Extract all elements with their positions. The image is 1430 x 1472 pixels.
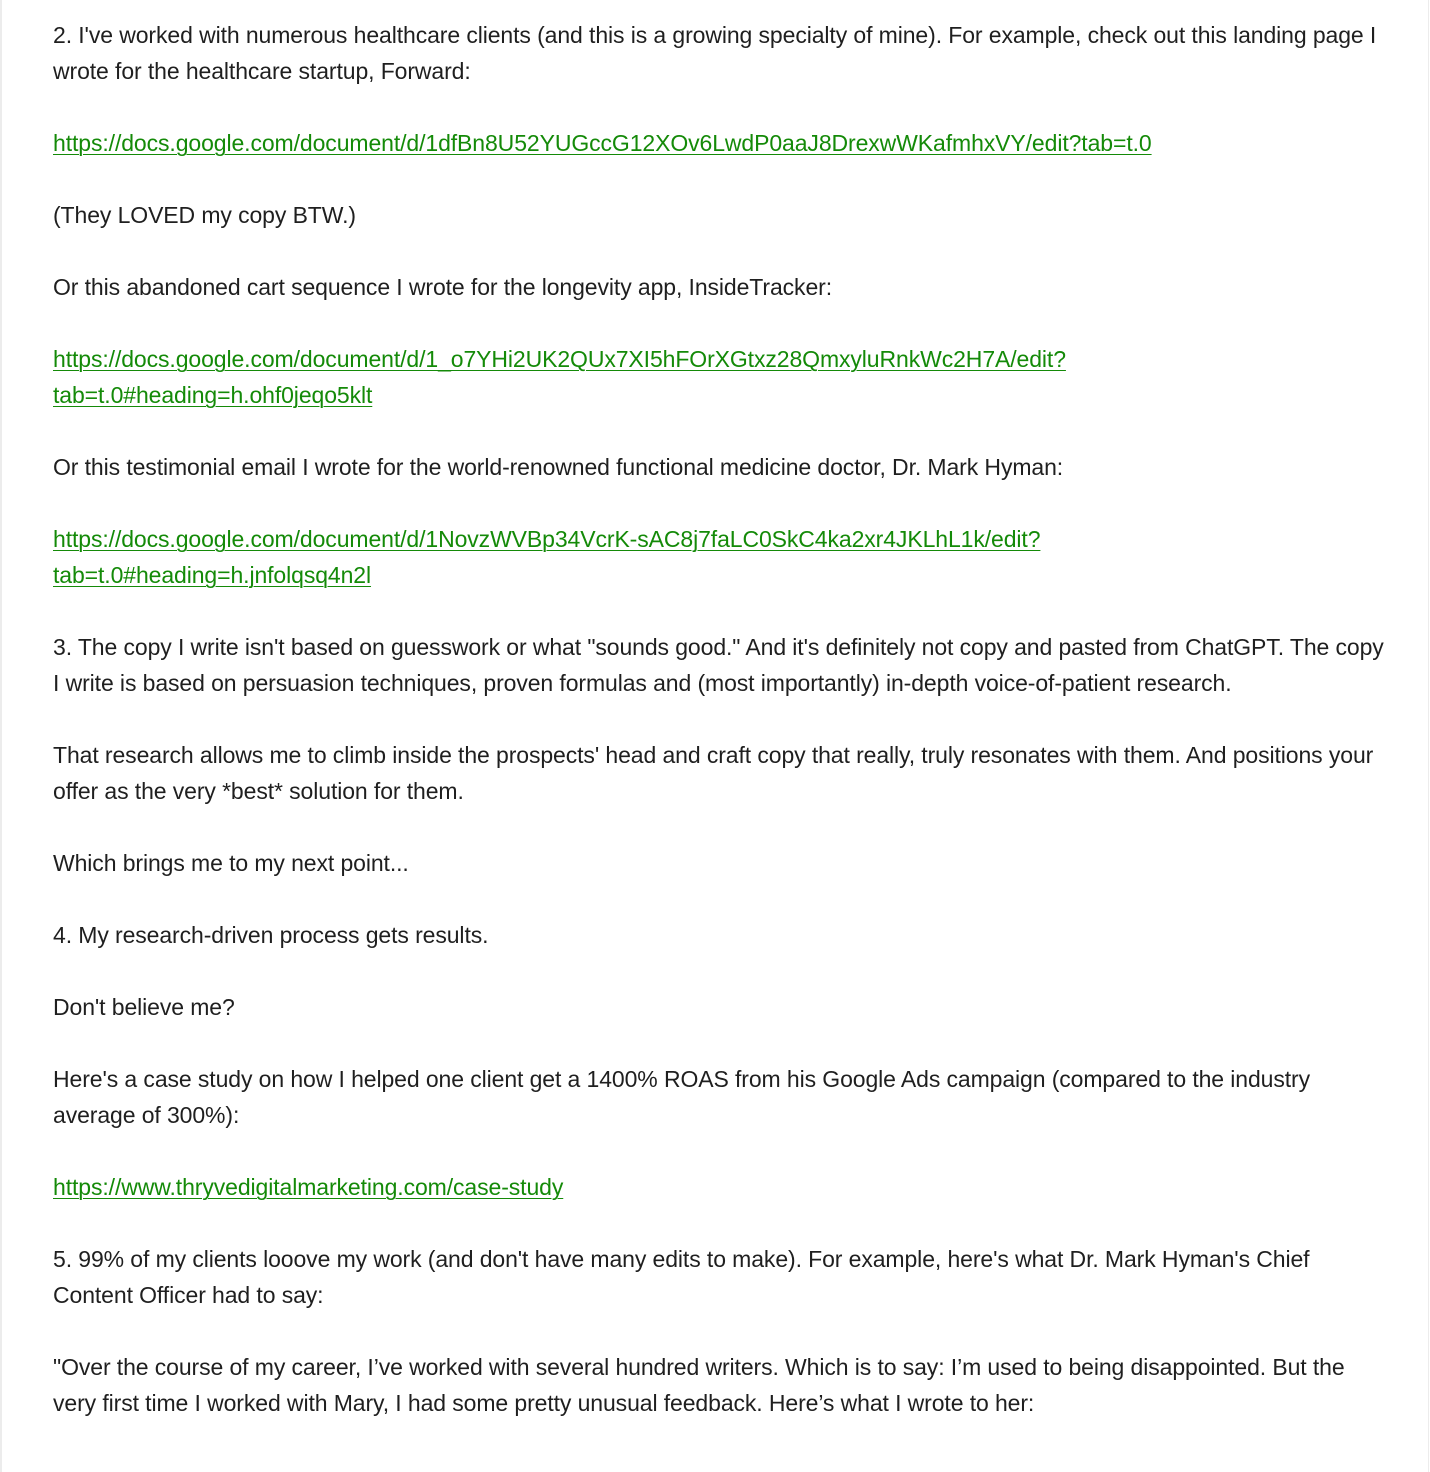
forward-landing-page-link[interactable]: https://docs.google.com/document/d/1dfBn8U52YUGccG12XOv6LwdP0aaJ8DrexwWKafmhxVY/edit?tab=t.0 <box>53 130 1152 156</box>
paragraph-gets-results: 4. My research-driven process gets results. <box>53 922 489 948</box>
paragraph-research-resonates: That research allows me to climb inside the prospects' head and craft copy that really, truly resonates with them. And positions your offer as the very *best* solution for them. <box>53 742 1380 804</box>
link-paragraph-forward <box>53 125 1393 161</box>
paragraph-testimonial-email: Or this testimonial email I wrote for the world-renowned functional medicine doctor, Dr. Mark Hyman: <box>53 454 1064 480</box>
link-paragraph-hyman <box>53 521 1393 593</box>
paragraph-case-study: Here's a case study on how I helped one client get a 1400% ROAS from his Google Ads campaign (compared to the industry average of 300%): <box>53 1066 1317 1128</box>
hyman-link-line-2: tab=t.0#heading=h.jnfolqsq4n2l <box>53 562 372 588</box>
paragraph-not-guesswork: 3. The copy I write isn't based on guesswork or what "sounds good." And it's definitely not copy and pasted from ChatGPT. The copy I write is based on persuasion techniques, proven formulas and (most importantly) in-depth voice-of-patient research. <box>53 634 1390 696</box>
link-paragraph-insidetracker <box>53 341 1393 413</box>
hyman-testimonial-email-link[interactable] <box>53 526 1040 588</box>
paragraph-next-point: Which brings me to my next point... <box>53 850 409 876</box>
link-paragraph-case-study <box>53 1169 1393 1205</box>
paragraph-abandoned-cart: Or this abandoned cart sequence I wrote for the longevity app, InsideTracker: <box>53 274 832 300</box>
paragraph-dont-believe: Don't believe me? <box>53 994 235 1020</box>
insidetracker-link-line-1: https://docs.google.com/document/d/1_o7YHi2UK2QUx7XI5hFOrXGtxz28QmxyluRnkWc2H7A/edit? <box>53 346 1066 372</box>
paragraph-loved-copy: (They LOVED my copy BTW.) <box>53 202 356 228</box>
paragraph-healthcare-clients: 2. I've worked with numerous healthcare clients (and this is a growing specialty of mine). For example, check out this landing page I wrote for the healthcare startup, Forward: <box>53 22 1383 84</box>
case-study-link[interactable]: https://www.thryvedigitalmarketing.com/case-study <box>53 1174 564 1200</box>
paragraph-quote-testimonial: "Over the course of my career, I’ve worked with several hundred writers. Which is to say: I’m used to being disappointed. But the very first time I worked with Mary, I had some pretty unusual feedback. Here’s what I wrote to her: <box>53 1354 1351 1416</box>
paragraph-clients-love: 5. 99% of my clients looove my work (and don't have many edits to make). For example, here's what Dr. Mark Hyman's Chief Content Officer had to say: <box>53 1246 1316 1308</box>
document-body <box>53 17 1393 1421</box>
insidetracker-sequence-link[interactable] <box>53 346 1066 408</box>
insidetracker-link-line-2: tab=t.0#heading=h.ohf0jeqo5klt <box>53 382 373 408</box>
hyman-link-line-1: https://docs.google.com/document/d/1NovzWVBp34VcrK-sAC8j7faLC0SkC4ka2xr4JKLhL1k/edit? <box>53 526 1041 552</box>
